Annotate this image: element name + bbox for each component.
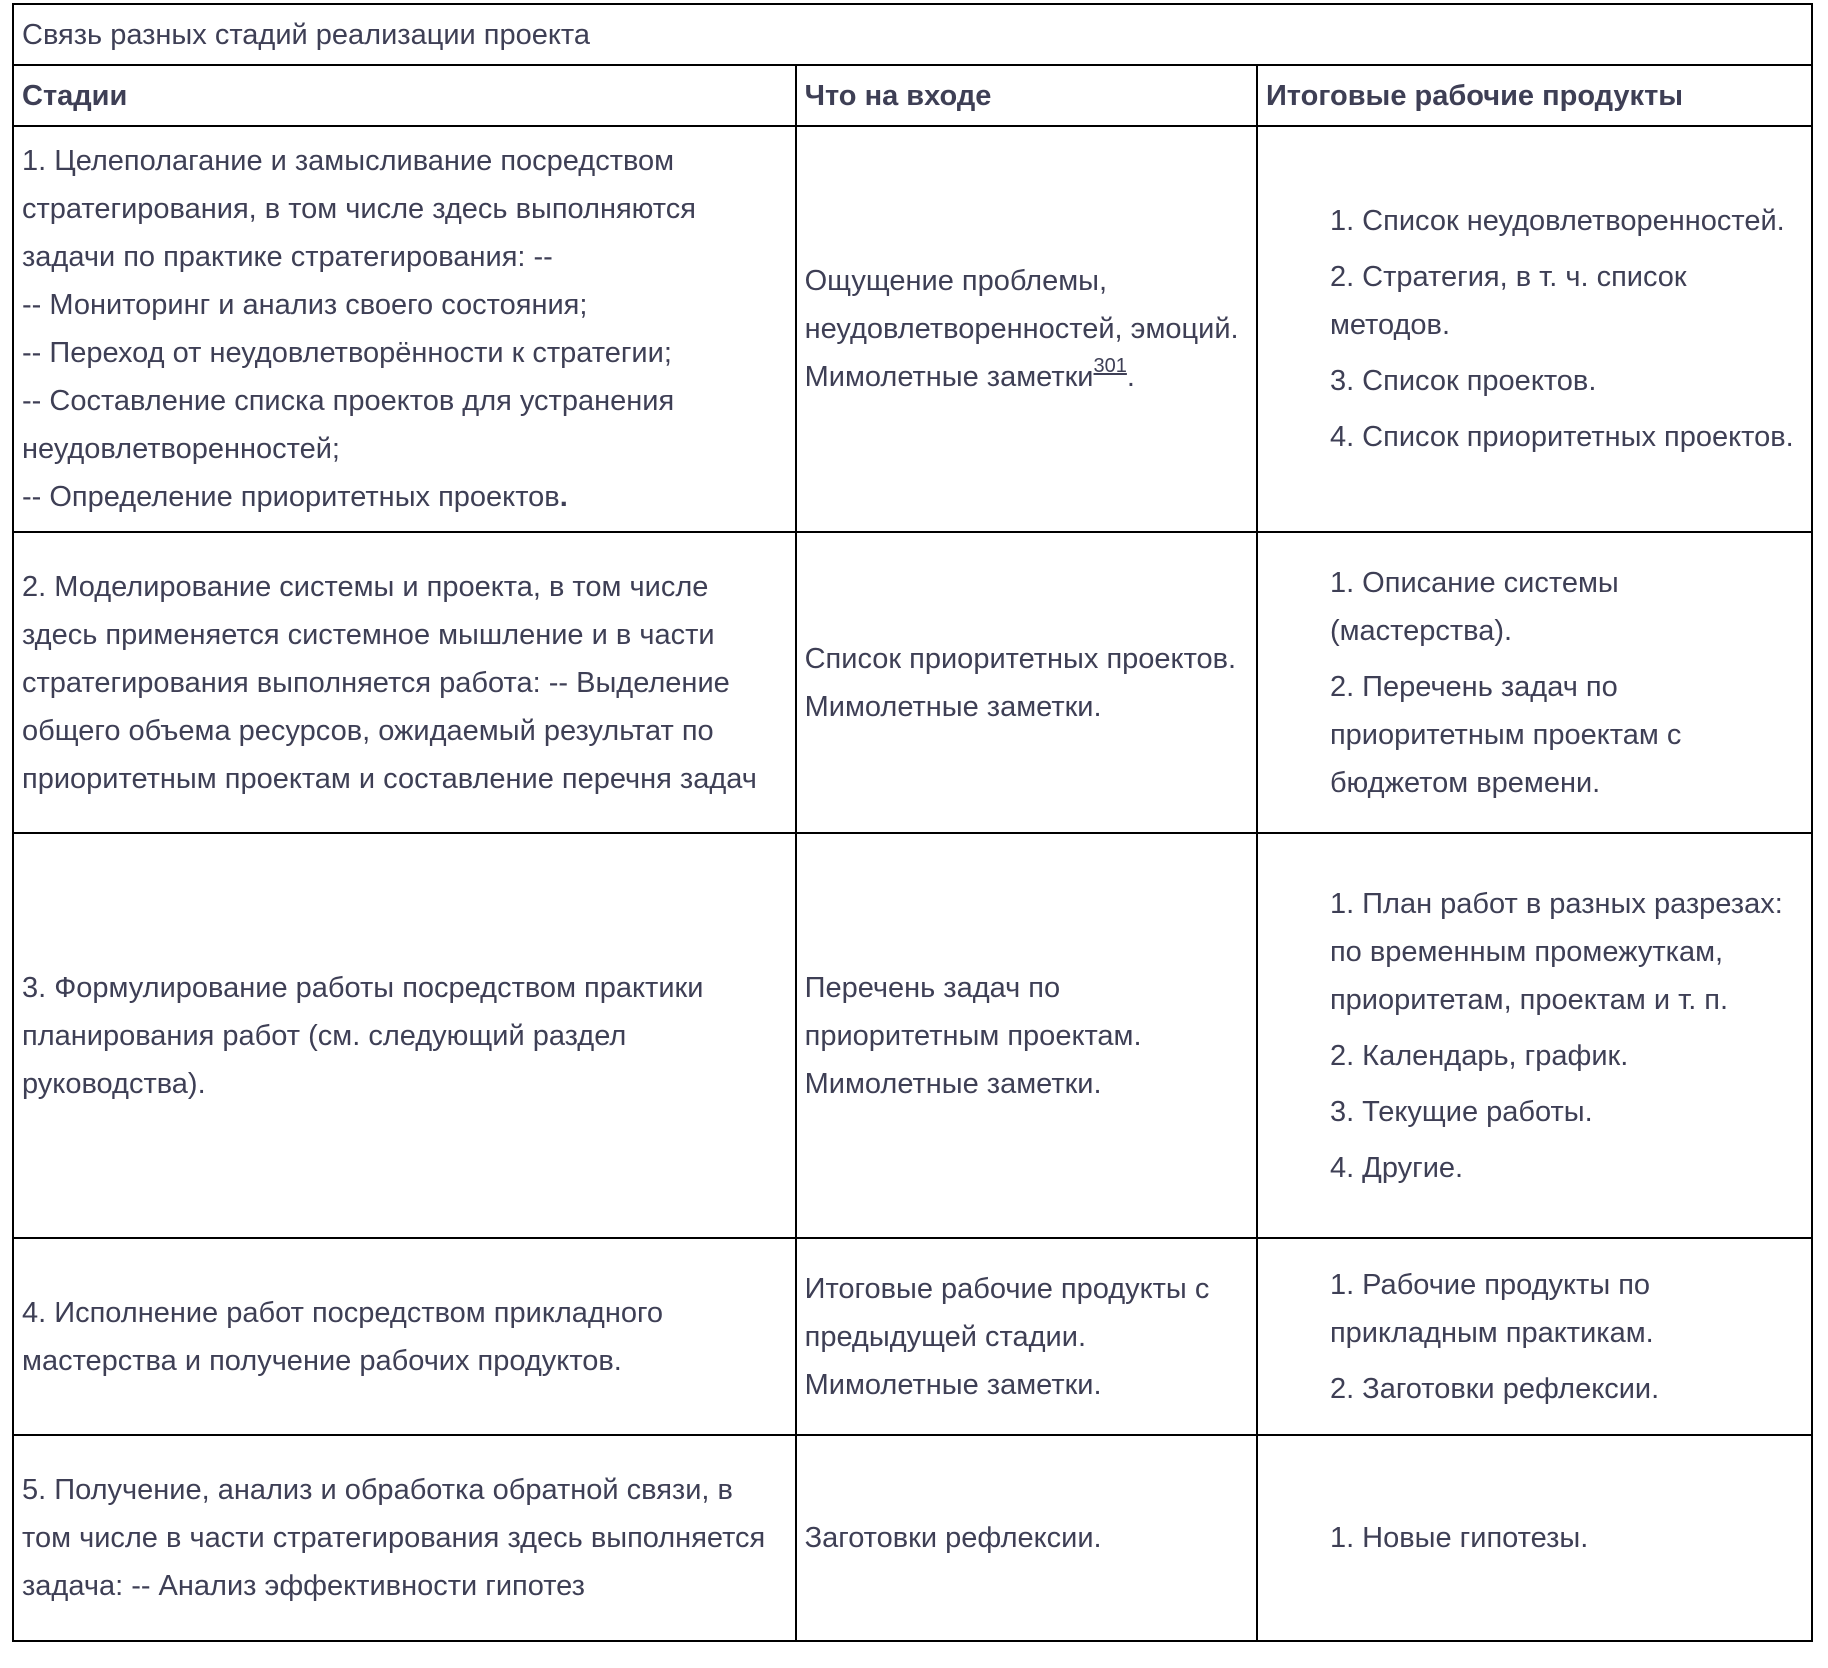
products-cell	[1257, 126, 1812, 532]
stage-subtask	[22, 473, 787, 521]
stage-text: 2. Моделирование системы и проекта, в том числе здесь применяется системное мышление и в части стратегирования выполняется работа: -- Выделение общего объема ресурсов, ожидаемый результат по приоритетным проектам и составление перечня задач	[22, 570, 757, 795]
stage-subtask: -- Переход от неудовлетворённости к стратегии;	[22, 337, 672, 369]
input-text: Заготовки рефлексии.	[804, 1522, 1102, 1554]
stage-text: 5. Получение, анализ и обработка обратной связи, в том числе в части стратегирования здесь выполняется задача: -- Анализ эффективности гипотез	[22, 1474, 766, 1602]
table-row	[13, 833, 1812, 1238]
stage-trailing-period: .	[559, 481, 568, 513]
list-item: 3. Текущие работы.	[1329, 1095, 1593, 1128]
products-list	[1266, 1261, 1803, 1413]
stage-cell	[13, 833, 796, 1238]
stage-text: 1. Целеполагание и замысливание посредством стратегирования, в том числе здесь выполняются задачи по практике стратегирования: --	[22, 145, 696, 273]
list-item: 2. Календарь, график.	[1329, 1039, 1629, 1072]
stage-subtask: -- Мониторинг и анализ своего состояния;	[22, 289, 588, 321]
table-header-row	[13, 65, 1812, 126]
stage-subtask: -- Составление списка проектов для устранения неудовлетворенностей;	[22, 385, 675, 465]
input-text: Мимолетные заметки.	[804, 1368, 1102, 1401]
input-trailing: .	[1126, 361, 1135, 393]
list-item: 2. Перечень задач по приоритетным проектам с бюджетом времени.	[1329, 670, 1682, 799]
stage-text: 3. Формулирование работы посредством практики планирования работ (см. следующий раздел руководства).	[22, 971, 704, 1100]
stage-cell	[13, 1435, 796, 1641]
list-item: 1. Список неудовлетворенностей.	[1329, 205, 1785, 237]
list-item: 1. Рабочие продукты по прикладным практикам.	[1329, 1268, 1654, 1349]
footnote-link[interactable]: 301	[1093, 355, 1127, 377]
stage-cell	[13, 532, 796, 833]
input-text: Список приоритетных проектов.	[804, 642, 1237, 675]
input-text: Итоговые рабочие продукты с предыдущей стадии.	[804, 1272, 1210, 1353]
table-row	[13, 126, 1812, 532]
products-cell	[1257, 1238, 1812, 1435]
input-text: Мимолетные заметки.	[804, 690, 1102, 723]
header-outputs: Итоговые рабочие продукты	[1257, 65, 1812, 126]
list-item: 4. Другие.	[1329, 1151, 1464, 1184]
stage-text: 4. Исполнение работ посредством прикладного мастерства и получение рабочих продуктов.	[22, 1296, 664, 1377]
header-inputs: Что на входе	[796, 65, 1257, 126]
table-row	[13, 1435, 1812, 1641]
input-text: Ощущение проблемы, неудовлетворенностей, эмоций. Мимолетные заметки	[804, 265, 1239, 393]
input-cell	[796, 1435, 1257, 1641]
products-list	[1266, 197, 1803, 461]
input-cell	[796, 126, 1257, 532]
input-cell	[796, 1238, 1257, 1435]
stage-subtask-text: -- Определение приоритетных проектов	[22, 481, 560, 513]
products-list	[1266, 880, 1803, 1192]
products-cell	[1257, 1435, 1812, 1641]
list-item: 4. Список приоритетных проектов.	[1329, 421, 1794, 453]
stage-cell	[13, 126, 796, 532]
products-list	[1266, 1514, 1803, 1562]
list-item: 1. План работ в разных разрезах: по временным промежуткам, приоритетам, проектам и т. п.	[1329, 887, 1783, 1016]
list-item: 1. Описание системы (мастерства).	[1329, 566, 1619, 647]
products-cell	[1257, 532, 1812, 833]
list-item: 2. Стратегия, в т. ч. список методов.	[1329, 261, 1687, 341]
stage-cell	[13, 1238, 796, 1435]
list-item: 3. Список проектов.	[1329, 365, 1597, 397]
input-cell	[796, 833, 1257, 1238]
header-stages: Стадии	[13, 65, 796, 126]
stages-table	[12, 3, 1813, 1642]
input-cell	[796, 532, 1257, 833]
products-cell	[1257, 833, 1812, 1238]
table-caption-row	[13, 4, 1812, 65]
list-item: 2. Заготовки рефлексии.	[1329, 1372, 1660, 1405]
list-item: 1. Новые гипотезы.	[1329, 1522, 1589, 1554]
table-row	[13, 1238, 1812, 1435]
table-row	[13, 532, 1812, 833]
input-text: Мимолетные заметки.	[804, 1067, 1102, 1100]
products-list	[1266, 559, 1803, 807]
input-text: Перечень задач по приоритетным проектам.	[804, 971, 1142, 1052]
table-caption: Связь разных стадий реализации проекта	[13, 4, 1812, 65]
